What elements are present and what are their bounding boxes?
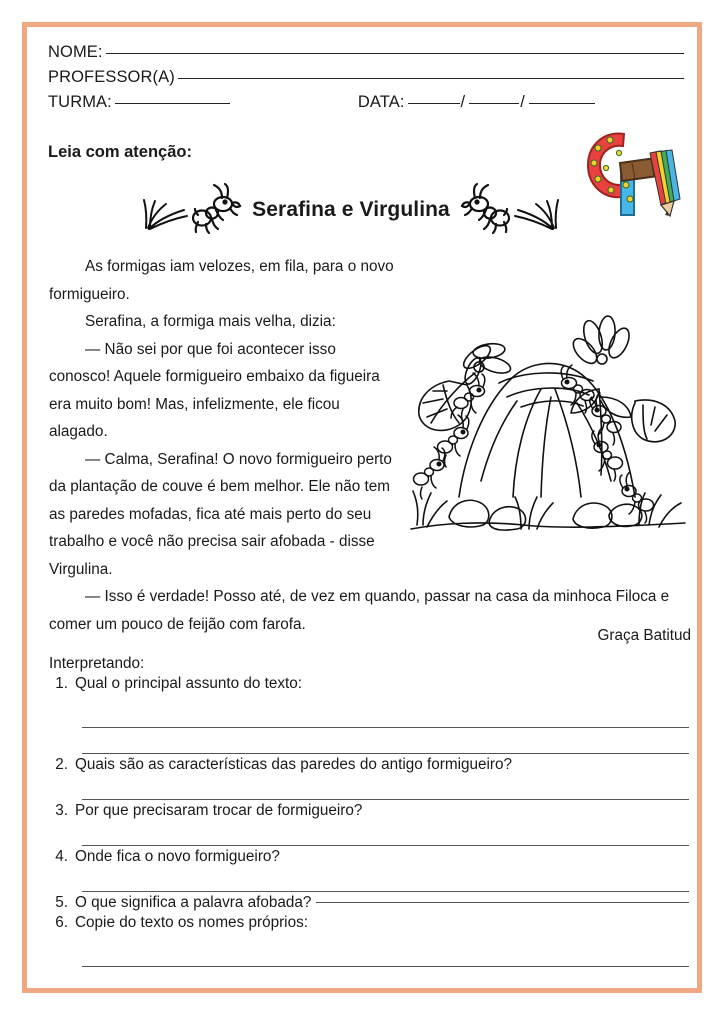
student-info-header	[48, 43, 684, 118]
question-item-2	[49, 756, 693, 774]
answer-line-5[interactable]	[316, 902, 689, 903]
grass-tuft-left-icon	[138, 188, 192, 232]
answer-line-4[interactable]	[82, 866, 689, 892]
data-slash-1: /	[460, 93, 466, 111]
answer-line-3[interactable]	[82, 820, 689, 846]
question-item-1	[49, 675, 693, 693]
turma-label: TURMA:	[48, 93, 112, 111]
nome-field-row	[48, 43, 684, 68]
data-slash-2: /	[520, 93, 525, 111]
question-gap	[49, 693, 693, 702]
worksheet-page	[22, 22, 702, 993]
answer-line-2[interactable]	[82, 774, 689, 800]
questions-section	[49, 655, 693, 967]
page-title: Serafina e Virgulina	[252, 198, 450, 221]
question-number: 2.	[55, 756, 68, 773]
question-number: 3.	[55, 802, 68, 819]
question-text: Onde fica o novo formigueiro?	[75, 848, 280, 865]
question-text: Copie do texto os nomes próprios:	[75, 914, 308, 931]
question-number: 4.	[55, 848, 68, 865]
question-number: 5.	[55, 894, 68, 911]
questions-section-label: Interpretando:	[49, 655, 145, 672]
answer-line-6[interactable]	[82, 941, 689, 967]
data-year-line[interactable]	[529, 103, 595, 104]
story-paragraph-1: As formigas iam velozes, em fila, para o novo formigueiro.	[49, 258, 394, 303]
question-number: 1.	[55, 675, 68, 692]
instruction-label: Leia com atenção:	[48, 143, 192, 161]
data-month-line[interactable]	[469, 103, 519, 104]
story-author: Graça Batitud	[597, 627, 691, 644]
nome-input-line[interactable]	[106, 53, 684, 54]
story-text	[49, 253, 691, 638]
data-day-line[interactable]	[408, 103, 460, 104]
story-paragraph-3: — Não sei por que foi acontecer isso conosco! Aquele formigueiro embaixo da figueira era muito bom! Mas, infelizmente, ele ficou alagado.	[49, 340, 380, 440]
answer-line-1a[interactable]	[82, 702, 689, 728]
grass-tuft-right-icon	[510, 188, 564, 232]
turma-data-field-row	[48, 93, 684, 118]
question-text: Qual o principal assunto do texto:	[75, 675, 303, 692]
data-label: DATA:	[357, 93, 405, 111]
story-paragraph-4: — Calma, Serafina! O novo formigueiro perto da plantação de couve é bem melhor. Ele não tem as paredes mofadas, fica até mais perto do seu trabalho e você não precisa sair afobada - disse Virgulina.	[49, 450, 392, 578]
question-number: 6.	[55, 914, 68, 931]
ant-right-icon	[454, 182, 510, 238]
question-item-6	[49, 914, 693, 932]
question-text: O que significa a palavra afobada?	[75, 894, 312, 911]
question-gap	[49, 932, 693, 941]
question-text: Por que precisaram trocar de formigueiro?	[75, 802, 363, 819]
question-item-3	[49, 802, 693, 820]
question-item-5	[49, 894, 693, 912]
nome-label: NOME:	[48, 43, 103, 61]
question-item-4	[49, 848, 693, 866]
turma-input-line[interactable]	[115, 103, 230, 104]
professor-input-line[interactable]	[178, 78, 684, 79]
story-title-band	[91, 179, 611, 241]
story-paragraph-2: Serafina, a formiga mais velha, dizia:	[85, 313, 336, 330]
question-text: Quais são as características das paredes do antigo formigueiro?	[75, 756, 513, 773]
professor-field-row	[48, 68, 684, 93]
story-paragraph-5: — Isso é verdade! Posso até, de vez em quando, passar na casa da minhoca Filoca e comer um pouco de feijão com farofa.	[49, 588, 670, 633]
worksheet-page-inner	[30, 30, 694, 985]
answer-line-1b[interactable]	[82, 728, 689, 754]
professor-label: PROFESSOR(A)	[48, 68, 175, 86]
ant-left-icon	[192, 182, 248, 238]
